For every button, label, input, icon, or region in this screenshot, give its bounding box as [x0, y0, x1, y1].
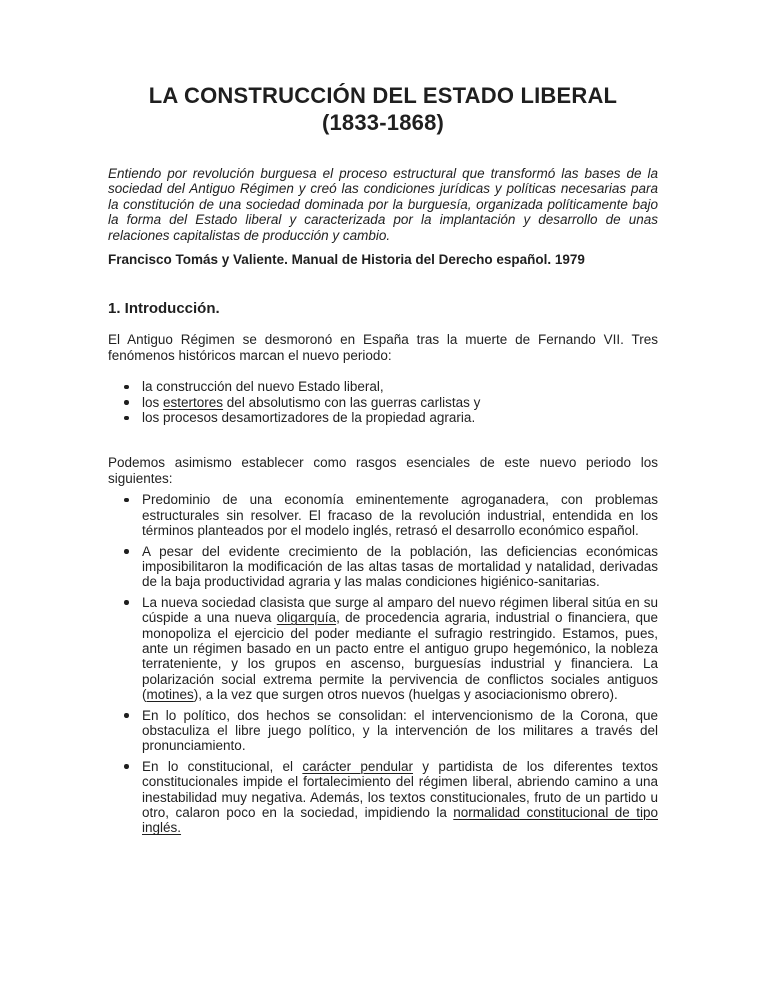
- list-item: [108, 410, 658, 425]
- list-item-text: La nueva sociedad clasista que surge al amparo del nuevo régimen liberal sitúa en su cúspide a una nueva oligarquía, de procedencia agraria, industrial o financiera, que monopoliza el ejercicio del poder mediante el sufragio restringido. Estamos, pues, ante un régimen basado en un pacto entre el antiguo grupo hegemónico, la nobleza terrateniente, y los grupos en ascenso, burguesías industrial y financiera. La polarización social extrema permite la pervivencia de conflictos sociales antiguos (motines), a la vez que surgen otros nuevos (huelgas y asociacionismo obrero).: [142, 594, 658, 703]
- list-item-text: los procesos desamortizadores de la propiedad agraria.: [142, 410, 476, 426]
- bullet-icon: [124, 600, 129, 605]
- rasgos-paragraph: Podemos asimismo establecer como rasgos esenciales de este nuevo periodo los siguientes:: [108, 455, 658, 486]
- list-item: [108, 544, 658, 590]
- epigraph-quote: Entiendo por revolución burguesa el proceso estructural que transformó las bases de la sociedad del Antiguo Régimen y creó las condiciones jurídicas y políticas necesarias para la constitución de una sociedad dominada por la burguesía, organizada políticamente bajo la forma del Estado liberal y caracterizada por la implantación y desarrollo de unas relaciones capitalistas de producción y cambio.: [108, 166, 658, 243]
- phenomena-list: [108, 379, 658, 425]
- bullet-icon: [124, 549, 129, 554]
- bullet-icon: [124, 498, 129, 503]
- list-item: [108, 759, 658, 836]
- list-item-text: A pesar del evidente crecimiento de la población, las deficiencias económicas imposibilitaron la modificación de las altas tasas de mortalidad y natalidad, derivadas de la baja productividad agraria y las malas condiciones higiénico-sanitarias.: [142, 543, 658, 590]
- list-item: [108, 395, 658, 410]
- title-line-2: (1833-1868): [321, 110, 445, 135]
- list-item: [108, 708, 658, 754]
- document-title: [108, 82, 658, 136]
- list-item-text: En lo constitucional, el carácter pendular y partidista de los diferentes textos constitucionales impide el fortalecimiento del régimen liberal, abriendo camino a una inestabilidad muy negativa. Además, los textos constitucionales, fruto de un partido u otro, calaron poco en la sociedad, impidiendo la normalidad constitucional de tipo inglés.: [142, 758, 658, 836]
- title-line-1: LA CONSTRUCCIÓN DEL ESTADO LIBERAL: [148, 83, 618, 108]
- list-item: [108, 379, 658, 394]
- section-heading-introduccion: 1. Introducción.: [108, 300, 220, 318]
- list-item-text: los estertores del absolutismo con las guerras carlistas y: [142, 394, 481, 410]
- list-item: [108, 492, 658, 538]
- bullet-icon: [124, 764, 129, 769]
- rasgos-list: [108, 492, 658, 836]
- bullet-icon: [124, 400, 129, 405]
- list-item: [108, 595, 658, 703]
- bullet-icon: [124, 385, 129, 390]
- list-item-text: En lo político, dos hechos se consolidan: el intervencionismo de la Corona, que obstaculiza el libre juego político, y la intervención de los militares a través del pronunciamiento.: [142, 707, 658, 754]
- bullet-icon: [124, 416, 129, 421]
- list-item-text: Predominio de una economía eminentemente agroganadera, con problemas estructurales sin resolver. El fracaso de la revolución industrial, entendida en los términos planteados por el modelo inglés, retrasó el desarrollo económico español.: [142, 492, 658, 539]
- list-item-text: la construcción del nuevo Estado liberal,: [142, 379, 384, 395]
- intro-paragraph: El Antiguo Régimen se desmoronó en España tras la muerte de Fernando VII. Tres fenómenos históricos marcan el nuevo periodo:: [108, 332, 658, 363]
- bullet-icon: [124, 713, 129, 718]
- quote-attribution: Francisco Tomás y Valiente. Manual de Historia del Derecho español. 1979: [108, 252, 585, 268]
